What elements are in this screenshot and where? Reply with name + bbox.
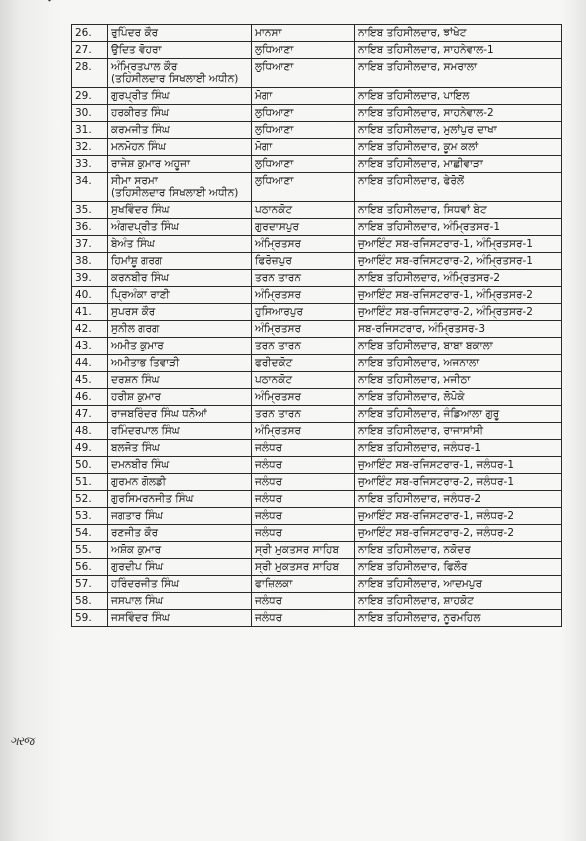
serial-number-cell: 56. <box>72 559 108 576</box>
posting-cell: ਨਾਇਬ ਤਹਿਸੀਲਦਾਰ, ਮਜੀਠਾ <box>355 372 562 389</box>
officer-name: ਸੁਪਰਸ ਕੌਰ <box>111 306 156 318</box>
officer-name: ਹਰਕੀਰਤ ਸਿੰਘ <box>111 107 170 119</box>
posting-cell: ਨਾਇਬ ਤਹਿਸੀਲਦਾਰ, ਸ਼ਾਹਕੋਟ <box>355 593 562 610</box>
officer-name-cell <box>108 42 252 59</box>
posting-cell: ਜੁਆਇੰਟ ਸਬ-ਰਜਿਸਟਰਾਰ-1, ਜਲੰਧਰ-2 <box>355 508 562 525</box>
table-row <box>72 457 562 474</box>
officer-name: ਮਨਮੋਹਨ ਸਿੰਘ <box>111 141 166 153</box>
officer-name-cell <box>108 287 252 304</box>
serial-number-cell: 48. <box>72 423 108 440</box>
serial-number-cell: 27. <box>72 42 108 59</box>
serial-number-cell: 31. <box>72 122 108 139</box>
serial-number-cell: 36. <box>72 219 108 236</box>
posting-cell: ਜੁਆਇੰਟ ਸਬ-ਰਜਿਸਟਰਾਰ-2, ਅੰਮ੍ਰਿਤਸਰ-2 <box>355 304 562 321</box>
officer-name-cell <box>108 25 252 42</box>
table-row <box>72 525 562 542</box>
district-cell: ਅੰਮ੍ਰਿਤਸਰ <box>252 321 355 338</box>
district-cell: ਲੁਧਿਆਣਾ <box>252 59 355 88</box>
district-cell: ਲੁਧਿਆਣਾ <box>252 173 355 202</box>
officer-name: ਸੀਮਾ ਸਰਮਾ <box>111 175 158 187</box>
officer-name-cell <box>108 610 252 627</box>
serial-number-cell: 37. <box>72 236 108 253</box>
posting-cell: ਨਾਇਬ ਤਹਿਸੀਲਦਾਰ, ਮੁਲਾਂਪੁਰ ਦਾਖਾ <box>355 122 562 139</box>
officer-name: ਜਗਤਾਰ ਸਿੰਘ <box>111 510 163 522</box>
serial-number-cell: 50. <box>72 457 108 474</box>
officer-name: ਸੁਖਵਿੰਦਰ ਸਿੰਘ <box>111 204 170 216</box>
serial-number-cell: 58. <box>72 593 108 610</box>
officer-name-cell <box>108 236 252 253</box>
table-row <box>72 304 562 321</box>
posting-cell: ਨਾਇਬ ਤਹਿਸੀਲਦਾਰ, ਜਲੰਧਰ-1 <box>355 440 562 457</box>
officer-name: ਸੁਨੀਲ ਗਰਗ <box>111 323 160 335</box>
officer-name: ਅਸ਼ੋਕ ਕੁਮਾਰ <box>111 544 162 556</box>
district-cell: ਜਲੰਧਰ <box>252 593 355 610</box>
serial-number-cell: 32. <box>72 139 108 156</box>
posting-cell: ਜੁਆਇੰਟ ਸਬ-ਰਜਿਸਟਰਾਰ-1, ਅੰਮ੍ਰਿਤਸਰ-1 <box>355 236 562 253</box>
table-row <box>72 389 562 406</box>
table-row <box>72 219 562 236</box>
serial-number-cell: 49. <box>72 440 108 457</box>
officer-name-cell <box>108 173 252 202</box>
officer-name-cell <box>108 202 252 219</box>
table-row <box>72 139 562 156</box>
posting-cell: ਨਾਇਬ ਤਹਿਸੀਲਦਾਰ, ਅੰਮ੍ਰਿਤਸਰ-2 <box>355 270 562 287</box>
table-row <box>72 42 562 59</box>
officer-name-cell <box>108 474 252 491</box>
posting-table <box>71 24 562 627</box>
serial-number-cell: 28. <box>72 59 108 88</box>
serial-number-cell: 45. <box>72 372 108 389</box>
serial-number-cell: 33. <box>72 156 108 173</box>
officer-name: ਦਰਸ਼ਨ ਸਿੰਘ <box>111 374 160 386</box>
margin-initials: ગરજ <box>10 734 34 748</box>
officer-name-cell <box>108 253 252 270</box>
officer-name: ਗੁਰਦੀਪ ਸਿੰਘ <box>111 561 164 573</box>
serial-number-cell: 41. <box>72 304 108 321</box>
table-row <box>72 372 562 389</box>
officer-name-cell <box>108 105 252 122</box>
district-cell: ਲੁਧਿਆਣਾ <box>252 122 355 139</box>
officer-name: ਅੰਗਦਪ੍ਰੀਤ ਸਿੰਘ <box>111 221 179 233</box>
table-row <box>72 355 562 372</box>
serial-number-cell: 55. <box>72 542 108 559</box>
posting-cell: ਜੁਆਇੰਟ ਸਬ-ਰਜਿਸਟਰਾਰ-2, ਅੰਮ੍ਰਿਤਸਰ-1 <box>355 253 562 270</box>
officer-name-cell <box>108 88 252 105</box>
officer-name: ਗੁਰਪ੍ਰੀਤ ਸਿੰਘ <box>111 90 170 102</box>
table-row <box>72 236 562 253</box>
officer-name-cell <box>108 156 252 173</box>
posting-cell: ਨਾਇਬ ਤਹਿਸੀਲਦਾਰ, ਪਾਇਲ <box>355 88 562 105</box>
district-cell: ਪਠਾਨਕੋਟ <box>252 202 355 219</box>
district-cell: ਗੁਰਦਾਸਪੁਰ <box>252 219 355 236</box>
serial-number-cell: 54. <box>72 525 108 542</box>
officer-name: ਗੁਰਮਨ ਗੋਲਡੀ <box>111 476 167 488</box>
officer-name: ਹਿਮਾਂਸ਼ੂ ਗਰਗ <box>111 255 163 267</box>
officer-name: ਪ੍ਰਿਅੰਕਾ ਰਾਣੀ <box>111 289 170 301</box>
officer-name-cell <box>108 525 252 542</box>
posting-cell: ਸਬ-ਰਜਿਸਟਰਾਰ, ਅੰਮ੍ਰਿਤਸਰ-3 <box>355 321 562 338</box>
district-cell: ਹੁਸਿਆਰਪੁਰ <box>252 304 355 321</box>
posting-cell: ਨਾਇਬ ਤਹਿਸੀਲਦਾਰ, ਨਕੋਦਰ <box>355 542 562 559</box>
officer-name: ਦਮਨਬੀਰ ਸਿੰਘ <box>111 459 170 471</box>
officer-name-cell <box>108 122 252 139</box>
table-row <box>72 440 562 457</box>
serial-number-cell: 52. <box>72 491 108 508</box>
officer-name-cell <box>108 321 252 338</box>
posting-cell: ਨਾਇਬ ਤਹਿਸੀਲਦਾਰ, ਬਾਬਾ ਬਕਾਲਾ <box>355 338 562 355</box>
officer-name-cell <box>108 338 252 355</box>
table-row <box>72 253 562 270</box>
officer-name: ਬੇਅੰਤ ਸਿੰਘ <box>111 238 155 250</box>
district-cell: ਜਲੰਧਰ <box>252 457 355 474</box>
serial-number-cell: 42. <box>72 321 108 338</box>
posting-cell: ਜੁਆਇੰਟ ਸਬ-ਰਜਿਸਟਰਾਰ-1, ਜਲੰਧਰ-1 <box>355 457 562 474</box>
officer-name-cell <box>108 559 252 576</box>
officer-name: ਜਸਪਾਲ ਸਿੰਘ <box>111 595 164 607</box>
district-cell: ਤਰਨ ਤਾਰਨ <box>252 270 355 287</box>
serial-number-cell: 59. <box>72 610 108 627</box>
serial-number-cell: 38. <box>72 253 108 270</box>
officer-name: ਰਾਜਬਰਿੰਦਰ ਸਿੰਘ ਧਨੋਆਂ <box>111 408 207 420</box>
serial-number-cell: 34. <box>72 173 108 202</box>
serial-number-cell: 35. <box>72 202 108 219</box>
serial-number-cell: 47. <box>72 406 108 423</box>
table-row <box>72 156 562 173</box>
serial-number-cell: 44. <box>72 355 108 372</box>
serial-number-cell: 51. <box>72 474 108 491</box>
officer-name: ਕਰਮਜੀਤ ਸਿੰਘ <box>111 124 170 136</box>
table-row <box>72 321 562 338</box>
officer-name: ਅੰਮ੍ਰਿਤਪਾਲ ਕੌਰ <box>111 61 178 73</box>
serial-number-cell: 53. <box>72 508 108 525</box>
posting-cell: ਨਾਇਬ ਤਹਿਸੀਲਦਾਰ, ਸਿਧਵਾਂ ਬੇਟ <box>355 202 562 219</box>
serial-number-cell: 29. <box>72 88 108 105</box>
table-row <box>72 576 562 593</box>
posting-cell: ਨਾਇਬ ਤਹਿਸੀਲਦਾਰ, ਸਾਹਨੇਵਾਲ-1 <box>355 42 562 59</box>
table-row <box>72 202 562 219</box>
posting-cell: ਨਾਇਬ ਤਹਿਸੀਲਦਾਰ, ਸਮਰਾਲਾ <box>355 59 562 88</box>
posting-cell: ਨਾਇਬ ਤਹਿਸੀਲਦਾਰ, ਆਦਮਪੁਰ <box>355 576 562 593</box>
district-cell: ਤਰਨ ਤਾਰਨ <box>252 406 355 423</box>
district-cell: ਅੰਮ੍ਰਿਤਸਰ <box>252 389 355 406</box>
posting-cell: ਨਾਇਬ ਤਹਿਸੀਲਦਾਰ, ਕੂਮ ਕਲਾਂ <box>355 139 562 156</box>
officer-name: ਹਰਿੰਦਰਜੀਤ ਸਿੰਘ <box>111 578 180 590</box>
district-cell: ਸ੍ਰੀ ਮੁਕਤਸਰ ਸਾਹਿਬ <box>252 559 355 576</box>
posting-cell: ਨਾਇਬ ਤਹਿਸੀਲਦਾਰ, ਫੇਰੋਲੋਂ <box>355 173 562 202</box>
table-row <box>72 88 562 105</box>
district-cell: ਲੁਧਿਆਣਾ <box>252 156 355 173</box>
officer-note: (ਤਹਿਸੀਲਦਾਰ ਸਿਖਲਾਈ ਅਧੀਨ) <box>111 187 239 199</box>
table-row <box>72 287 562 304</box>
serial-number-cell: 57. <box>72 576 108 593</box>
table-row <box>72 25 562 42</box>
posting-cell: ਨਾਇਬ ਤਹਿਸੀਲਦਾਰ, ਸਾਹਨੇਵਾਲ-2 <box>355 105 562 122</box>
serial-number-cell: 26. <box>72 25 108 42</box>
table-row <box>72 593 562 610</box>
table-row <box>72 423 562 440</box>
officer-name-cell <box>108 491 252 508</box>
posting-cell: ਨਾਇਬ ਤਹਿਸੀਲਦਾਰ, ਨੂਰਮਹਿਲ <box>355 610 562 627</box>
officer-name: ਰੁਪਿੰਦਰ ਕੌਰ <box>111 27 159 39</box>
district-cell: ਮਾਨਸਾ <box>252 25 355 42</box>
district-cell: ਤਰਨ ਤਾਰਨ <box>252 338 355 355</box>
district-cell: ਜਲੰਧਰ <box>252 491 355 508</box>
table-row <box>72 491 562 508</box>
table-row <box>72 338 562 355</box>
district-cell: ਫਾਜ਼ਿਲਕਾ <box>252 576 355 593</box>
officer-name-cell <box>108 576 252 593</box>
district-cell: ਜਲੰਧਰ <box>252 440 355 457</box>
table-row <box>72 105 562 122</box>
serial-number-cell: 40. <box>72 287 108 304</box>
table-row <box>72 270 562 287</box>
officer-name: ਰਾਜੇਸ਼ ਕੁਮਾਰ ਅਹੂਜਾ <box>111 158 190 170</box>
officer-name-cell <box>108 139 252 156</box>
officer-name-cell <box>108 389 252 406</box>
officer-name-cell <box>108 542 252 559</box>
officer-name-cell <box>108 423 252 440</box>
district-cell: ਜਲੰਧਰ <box>252 474 355 491</box>
table-row <box>72 508 562 525</box>
district-cell: ਅੰਮ੍ਰਿਤਸਰ <box>252 236 355 253</box>
table-row <box>72 474 562 491</box>
officer-name-cell <box>108 593 252 610</box>
district-cell: ਫਰੀਦਕੋਟ <box>252 355 355 372</box>
posting-cell: ਜੁਆਇੰਟ ਸਬ-ਰਜਿਸਟਰਾਰ-2, ਜਲੰਧਰ-1 <box>355 474 562 491</box>
table-row <box>72 406 562 423</box>
posting-cell: ਨਾਇਬ ਤਹਿਸੀਲਦਾਰ, ਅੰਮ੍ਰਿਤਸਰ-1 <box>355 219 562 236</box>
district-cell: ਜਲੰਧਰ <box>252 610 355 627</box>
officer-name-cell <box>108 508 252 525</box>
district-cell: ਫਿਰੋਜ਼ਪੁਰ <box>252 253 355 270</box>
posting-cell: ਨਾਇਬ ਤਹਿਸੀਲਦਾਰ, ਜੰਡਿਆਲਾ ਗੁਰੂ <box>355 406 562 423</box>
district-cell: ਅੰਮ੍ਰਿਤਸਰ <box>252 423 355 440</box>
officer-name: ਅਮੀਤ ਕੁਮਾਰ <box>111 340 164 352</box>
posting-cell: ਨਾਇਬ ਤਹਿਸੀਲਦਾਰ, ਝਾਂਖੇਟ <box>355 25 562 42</box>
table-row <box>72 59 562 88</box>
officer-name: ਹਰੀਸ਼ ਕੁਮਾਰ <box>111 391 162 403</box>
officer-name: ਕਰਨਬੀਰ ਸਿੰਘ <box>111 272 169 284</box>
district-cell: ਜਲੰਧਰ <box>252 508 355 525</box>
serial-number-cell: 43. <box>72 338 108 355</box>
district-cell: ਮੋਗਾ <box>252 139 355 156</box>
officer-name-cell <box>108 457 252 474</box>
officer-name-cell <box>108 372 252 389</box>
posting-cell: ਨਾਇਬ ਤਹਿਸੀਲਦਾਰ, ਰਾਜਾਸਾਂਸੀ <box>355 423 562 440</box>
serial-number-cell: 30. <box>72 105 108 122</box>
posting-cell: ਜੁਆਇੰਟ ਸਬ-ਰਜਿਸਟਰਾਰ-1, ਅੰਮ੍ਰਿਤਸਰ-2 <box>355 287 562 304</box>
officer-name: ਰਣਜੀਤ ਕੌਰ <box>111 527 159 539</box>
officer-name-cell <box>108 440 252 457</box>
officer-note: (ਤਹਿਸੀਲਦਾਰ ਸਿਖਲਾਈ ਅਧੀਨ) <box>111 73 239 85</box>
district-cell: ਸ੍ਰੀ ਮੁਕਤਸਰ ਸਾਹਿਬ <box>252 542 355 559</box>
officer-name: ਗੁਰਸਿਮਰਨਜੀਤ ਸਿੰਘ <box>111 493 194 505</box>
table-row <box>72 610 562 627</box>
district-cell: ਪਠਾਨਕੋਟ <box>252 372 355 389</box>
posting-cell: ਨਾਇਬ ਤਹਿਸੀਲਦਾਰ, ਫਿਲੌਰ <box>355 559 562 576</box>
district-cell: ਲੁਧਿਆਣਾ <box>252 42 355 59</box>
posting-cell: ਨਾਇਬ ਤਹਿਸੀਲਦਾਰ, ਮਾਛੀਵਾੜਾ <box>355 156 562 173</box>
table-row <box>72 559 562 576</box>
district-cell: ਜਲੰਧਰ <box>252 525 355 542</box>
officer-name: ਜਸਵਿੰਦਰ ਸਿੰਘ <box>111 612 170 624</box>
posting-cell: ਨਾਇਬ ਤਹਿਸੀਲਦਾਰ, ਜਲੰਧਰ-2 <box>355 491 562 508</box>
officer-name: ਉਦਿਤ ਵੋਹਰਾ <box>111 44 162 56</box>
officer-name-cell <box>108 406 252 423</box>
posting-cell: ਨਾਇਬ ਤਹਿਸੀਲਦਾਰ, ਅਜਨਾਲਾ <box>355 355 562 372</box>
district-cell: ਮੋਗਾ <box>252 88 355 105</box>
posting-cell: ਜੁਆਇੰਟ ਸਬ-ਰਜਿਸਟਰਾਰ-2, ਜਲੰਧਰ-2 <box>355 525 562 542</box>
table-row <box>72 173 562 202</box>
officer-name: ਬਲਜੋਤ ਸਿੰਘ <box>111 442 160 454</box>
officer-name-cell <box>108 355 252 372</box>
officer-name: ਅਮੀਤਾਭ ਤਿਵਾੜੀ <box>111 357 180 369</box>
officer-name-cell <box>108 270 252 287</box>
officer-name-cell <box>108 304 252 321</box>
table-row <box>72 122 562 139</box>
officer-name: ਰਮਿੰਦਰਪਾਲ ਸਿੰਘ <box>111 425 180 437</box>
district-cell: ਅੰਮ੍ਰਿਤਸਰ <box>252 287 355 304</box>
serial-number-cell: 39. <box>72 270 108 287</box>
officer-name-cell <box>108 219 252 236</box>
officer-name-cell <box>108 59 252 88</box>
posting-table-body <box>72 25 562 627</box>
posting-cell: ਨਾਇਬ ਤਹਿਸੀਲਦਾਰ, ਲੋਪੋਕੇ <box>355 389 562 406</box>
district-cell: ਲੁਧਿਆਣਾ <box>252 105 355 122</box>
serial-number-cell: 46. <box>72 389 108 406</box>
table-row <box>72 542 562 559</box>
